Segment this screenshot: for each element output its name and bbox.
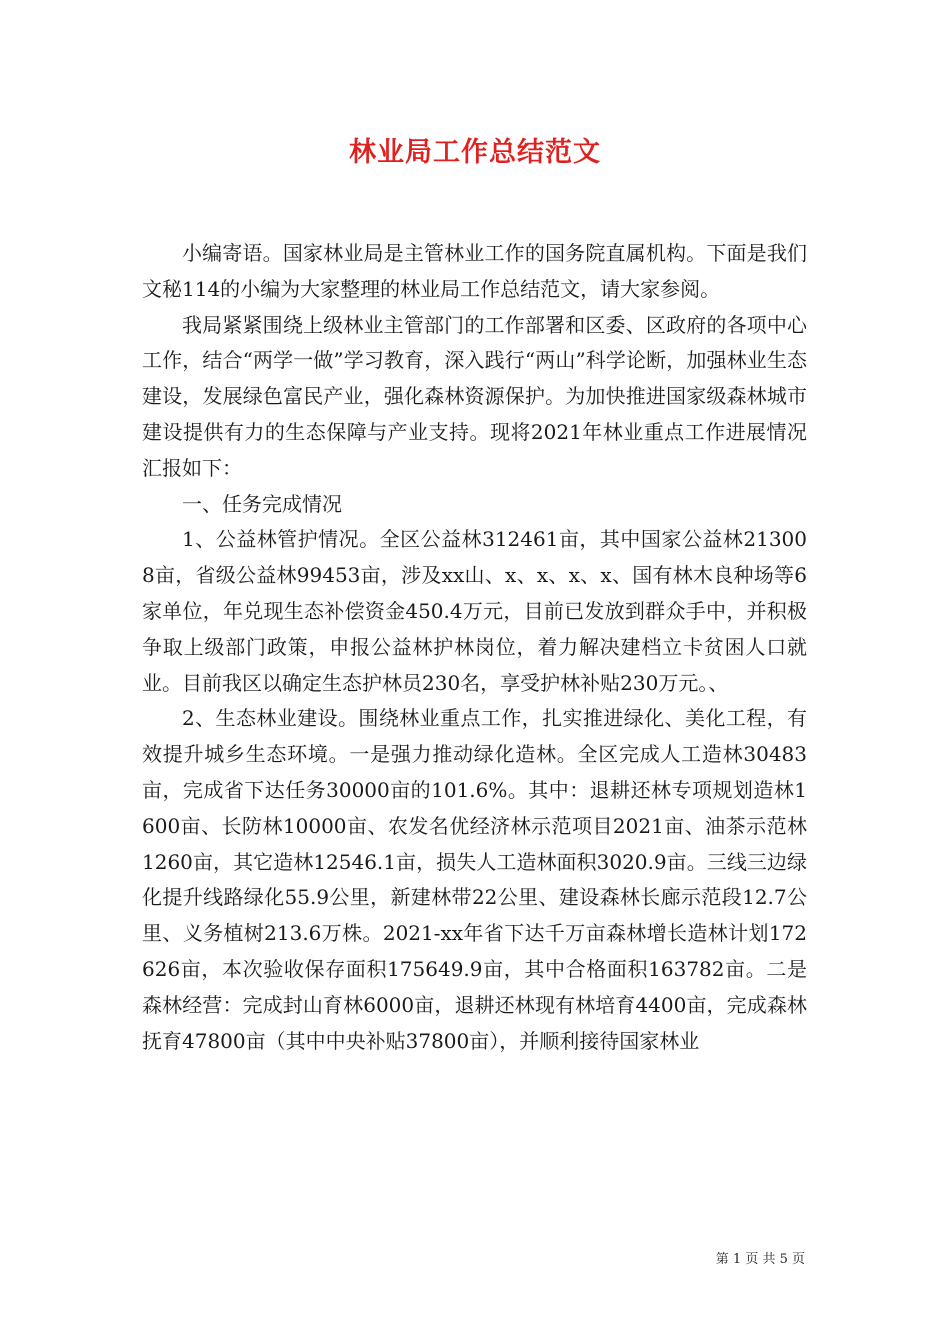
- document-title: 林业局工作总结范文: [349, 137, 601, 168]
- page-footer: 第 1 页 共 5 页: [715, 1252, 805, 1267]
- paragraph-intro: 小编寄语。国家林业局是主管林业工作的国务院直属机构。下面是我们文秘114的小编为大家整理的林业局工作总结范文，请大家参阅。: [142, 241, 807, 301]
- section-heading: 一、任务完成情况: [182, 491, 342, 516]
- paragraph-item-1: 1、公益林管护情况。全区公益林312461亩，其中国家公益林213008亩，省级公益林99453亩，涉及xx山、x、x、x、x、国有林木良种场等6家单位，年兑现生态补偿资金450.4万元，目前已发放到群众手中，并积极争取上级部门政策，申报公益林护林岗位，着力解决建档立卡贫困人口就业。目前我区以确定生态护林员230名，享受护林补贴230万元。、: [142, 527, 807, 695]
- paragraph-overview: 我局紧紧围绕上级林业主管部门的工作部署和区委、区政府的各项中心工作，结合“两学一做”学习教育，深入践行“两山”科学论断，加强林业生态建设，发展绿色富民产业，强化森林资源保护。为加快推进国家级森林城市建设提供有力的生态保障与产业支持。现将2021年林业重点工作进展情况汇报如下：: [142, 312, 807, 480]
- paragraph-item-2: 2、生态林业建设。围绕林业重点工作，扎实推进绿化、美化工程，有效提升城乡生态环境。一是强力推动绿化造林。全区完成人工造林30483亩，完成省下达任务30000亩的101.6%。其中：退耕还林专项规划造林1600亩、长防林10000亩、农发名优经济林示范项目2021亩、油茶示范林1260亩，其它造林12546.1亩，损失人工造林面积3020.9亩。三线三边绿化提升线路绿化55.9公里，新建林带22公里、建设森林长廊示范段12.7公里、义务植树213.6万株。2021-xx年省下达千万亩森林增长造林计划172626亩，本次验收保存面积175649.9亩，其中合格面积163782亩。二是森林经营：完成封山育林6000亩，退耕还林现有林培育4400亩，完成森林抚育47800亩（其中中央补贴37800亩），并顺利接待国家林业: [142, 706, 807, 1053]
- document-body: [142, 236, 807, 1059]
